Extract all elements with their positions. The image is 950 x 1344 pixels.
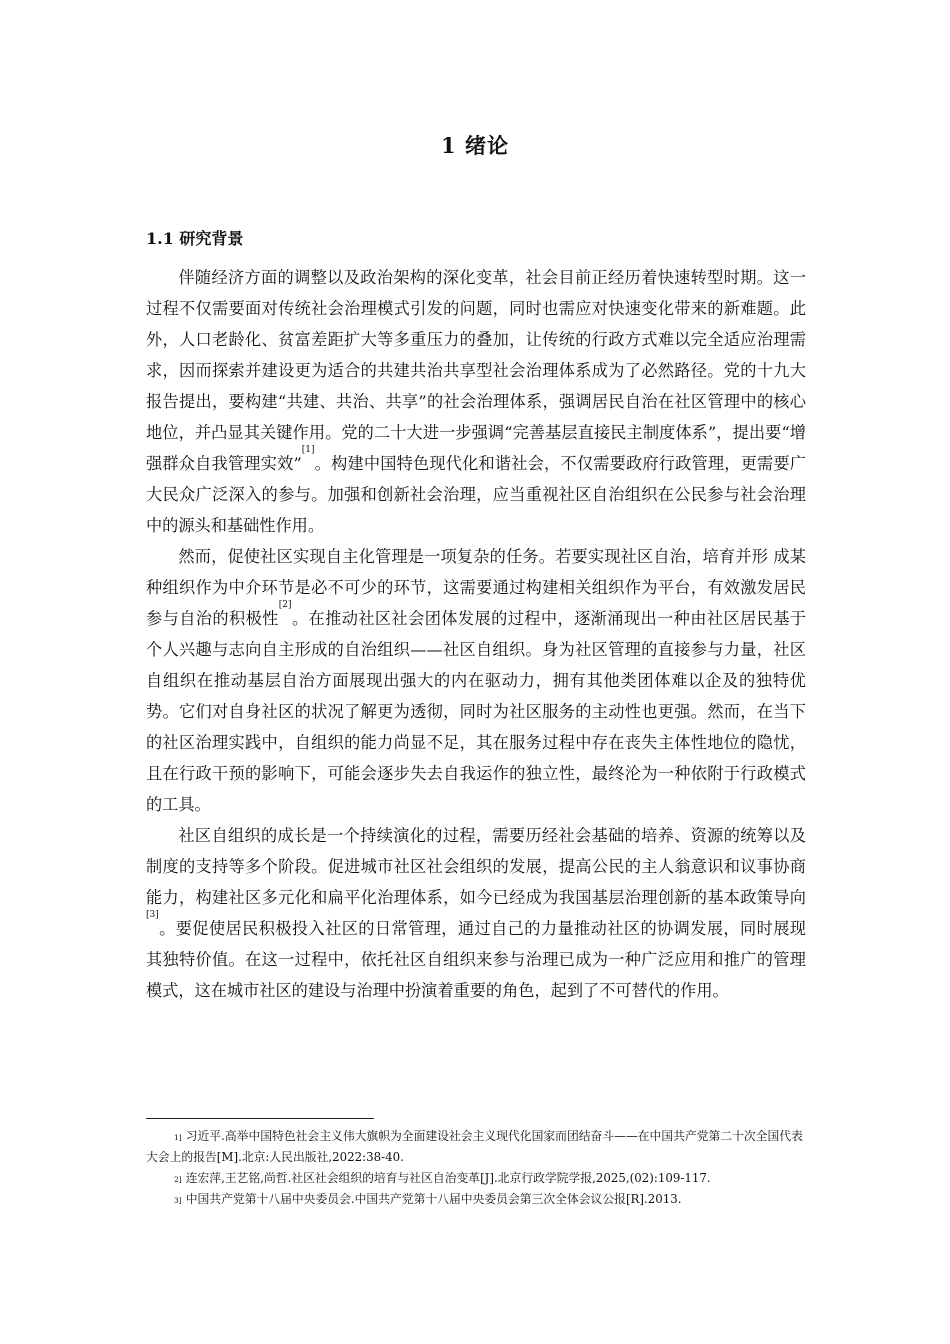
footnote-1-mark: 1] [174, 1133, 182, 1142]
footnote-2-mark: 2] [174, 1175, 182, 1184]
paragraph-2-text-a: 然而，促使社区实现自主化管理是一项复杂的任务。若要实现社区自治，培育并形 成某种组织作为中介环节是必不可少的环节，这需要通过构建相关组织作为平台，有效激发居民参与自治的积极性 [146, 547, 806, 628]
section-title: 1.1 研究背景 [146, 229, 244, 248]
paragraph-1 [146, 262, 806, 541]
paragraph-3 [146, 820, 806, 1006]
paragraph-3-text-b: 。要促使居民积极投入社区的日常管理，通过自己的力量推动社区的协调发展，同时展现其独特价值。在这一过程中，依托社区自组织来参与治理已成为一种广泛应用和推广的管理模式，这在城市社区的建设与治理中扮演着重要的角色，起到了不可替代的作用。 [146, 919, 806, 1000]
paragraph-1-text-a: 伴随经济方面的调整以及政治架构的深化变革，社会目前正经历着快速转型时期。这一过程不仅需要面对传统社会治理模式引发的问题，同时也需应对快速变化带来的新难题。此外，人口老龄化、贫富差距扩大等多重压力的叠加，让传统的行政方式难以完全适应治理需求，因而探索并建设更为适合的共建共治共享型社会治理体系成为了必然路径。党的十九大报告提出，要构建“共建、共治、共享”的社会治理体系，强调居民自治在社区管理中的核心地位，并凸显其关键作用。党的二十大进一步强调“完善基层直接民主制度体系”，提出要“增强群众自我管理实效” [146, 268, 806, 473]
footnote-3-mark: 3] [174, 1196, 182, 1205]
footnote-1-text: 习近平.高举中国特色社会主义伟大旗帜为全面建设社会主义现代化国家而团结奋斗——在中国共产党第二十次全国代表大会上的报告[M].北京:人民出版社,2022:38-40. [146, 1129, 803, 1164]
paragraph-2-text-b: 。在推动社区社会团体发展的过程中，逐渐涌现出一种由社区居民基于个人兴趣与志向自主形成的自治组织——社区自组织。身为社区管理的直接参与力量，社区自组织在推动基层自治方面展现出强大的内在驱动力，拥有其他类团体难以企及的独特优势。它们对自身社区的状况了解更为透彻，同时为社区服务的主动性也更强。然而，在当下的社区治理实践中，自组织的能力尚显不足，其在服务过程中存在丧失主体性地位的隐忧，且在行政干预的影响下，可能会逐步失去自我运作的独立性，最终沦为一种依附于行政模式的工具。 [146, 609, 807, 814]
chapter-title: 1 绪论 [441, 133, 509, 158]
footnote-3 [146, 1189, 806, 1210]
citation-3: [3] [146, 910, 159, 920]
footnote-divider [146, 1118, 374, 1119]
paragraph-3-text-a: 社区自组织的成长是一个持续演化的过程，需要历经社会基础的培养、资源的统筹以及制度的支持等多个阶段。促进城市社区社会组织的发展，提高公民的主人翁意识和议事协商能力，构建社区多元化和扁平化治理体系，如今已经成为我国基层治理创新的基本政策导向 [146, 826, 806, 907]
footnotes [146, 1126, 806, 1210]
paragraph-2 [146, 541, 806, 820]
footnote-2 [146, 1168, 806, 1189]
body-text [146, 262, 806, 1006]
footnote-3-text: 中国共产党第十八届中央委员会.中国共产党第十八届中央委员会第三次全体会议公报[R].2013. [185, 1192, 682, 1206]
footnote-1 [146, 1126, 806, 1168]
footnote-2-text: 连宏萍,王艺铭,尚哲.社区社会组织的培育与社区自治变革[J].北京行政学院学报,2025,(02):109-117. [185, 1171, 711, 1185]
citation-2: [2] [278, 600, 292, 610]
paragraph-1-text-b: 。构建中国特色现代化和谐社会，不仅需要政府行政管理，更需要广大民众广泛深入的参与。加强和创新社会治理，应当重视社区自治组织在公民参与社会治理中的源头和基础性作用。 [146, 454, 806, 535]
citation-1: [1] [301, 445, 315, 455]
